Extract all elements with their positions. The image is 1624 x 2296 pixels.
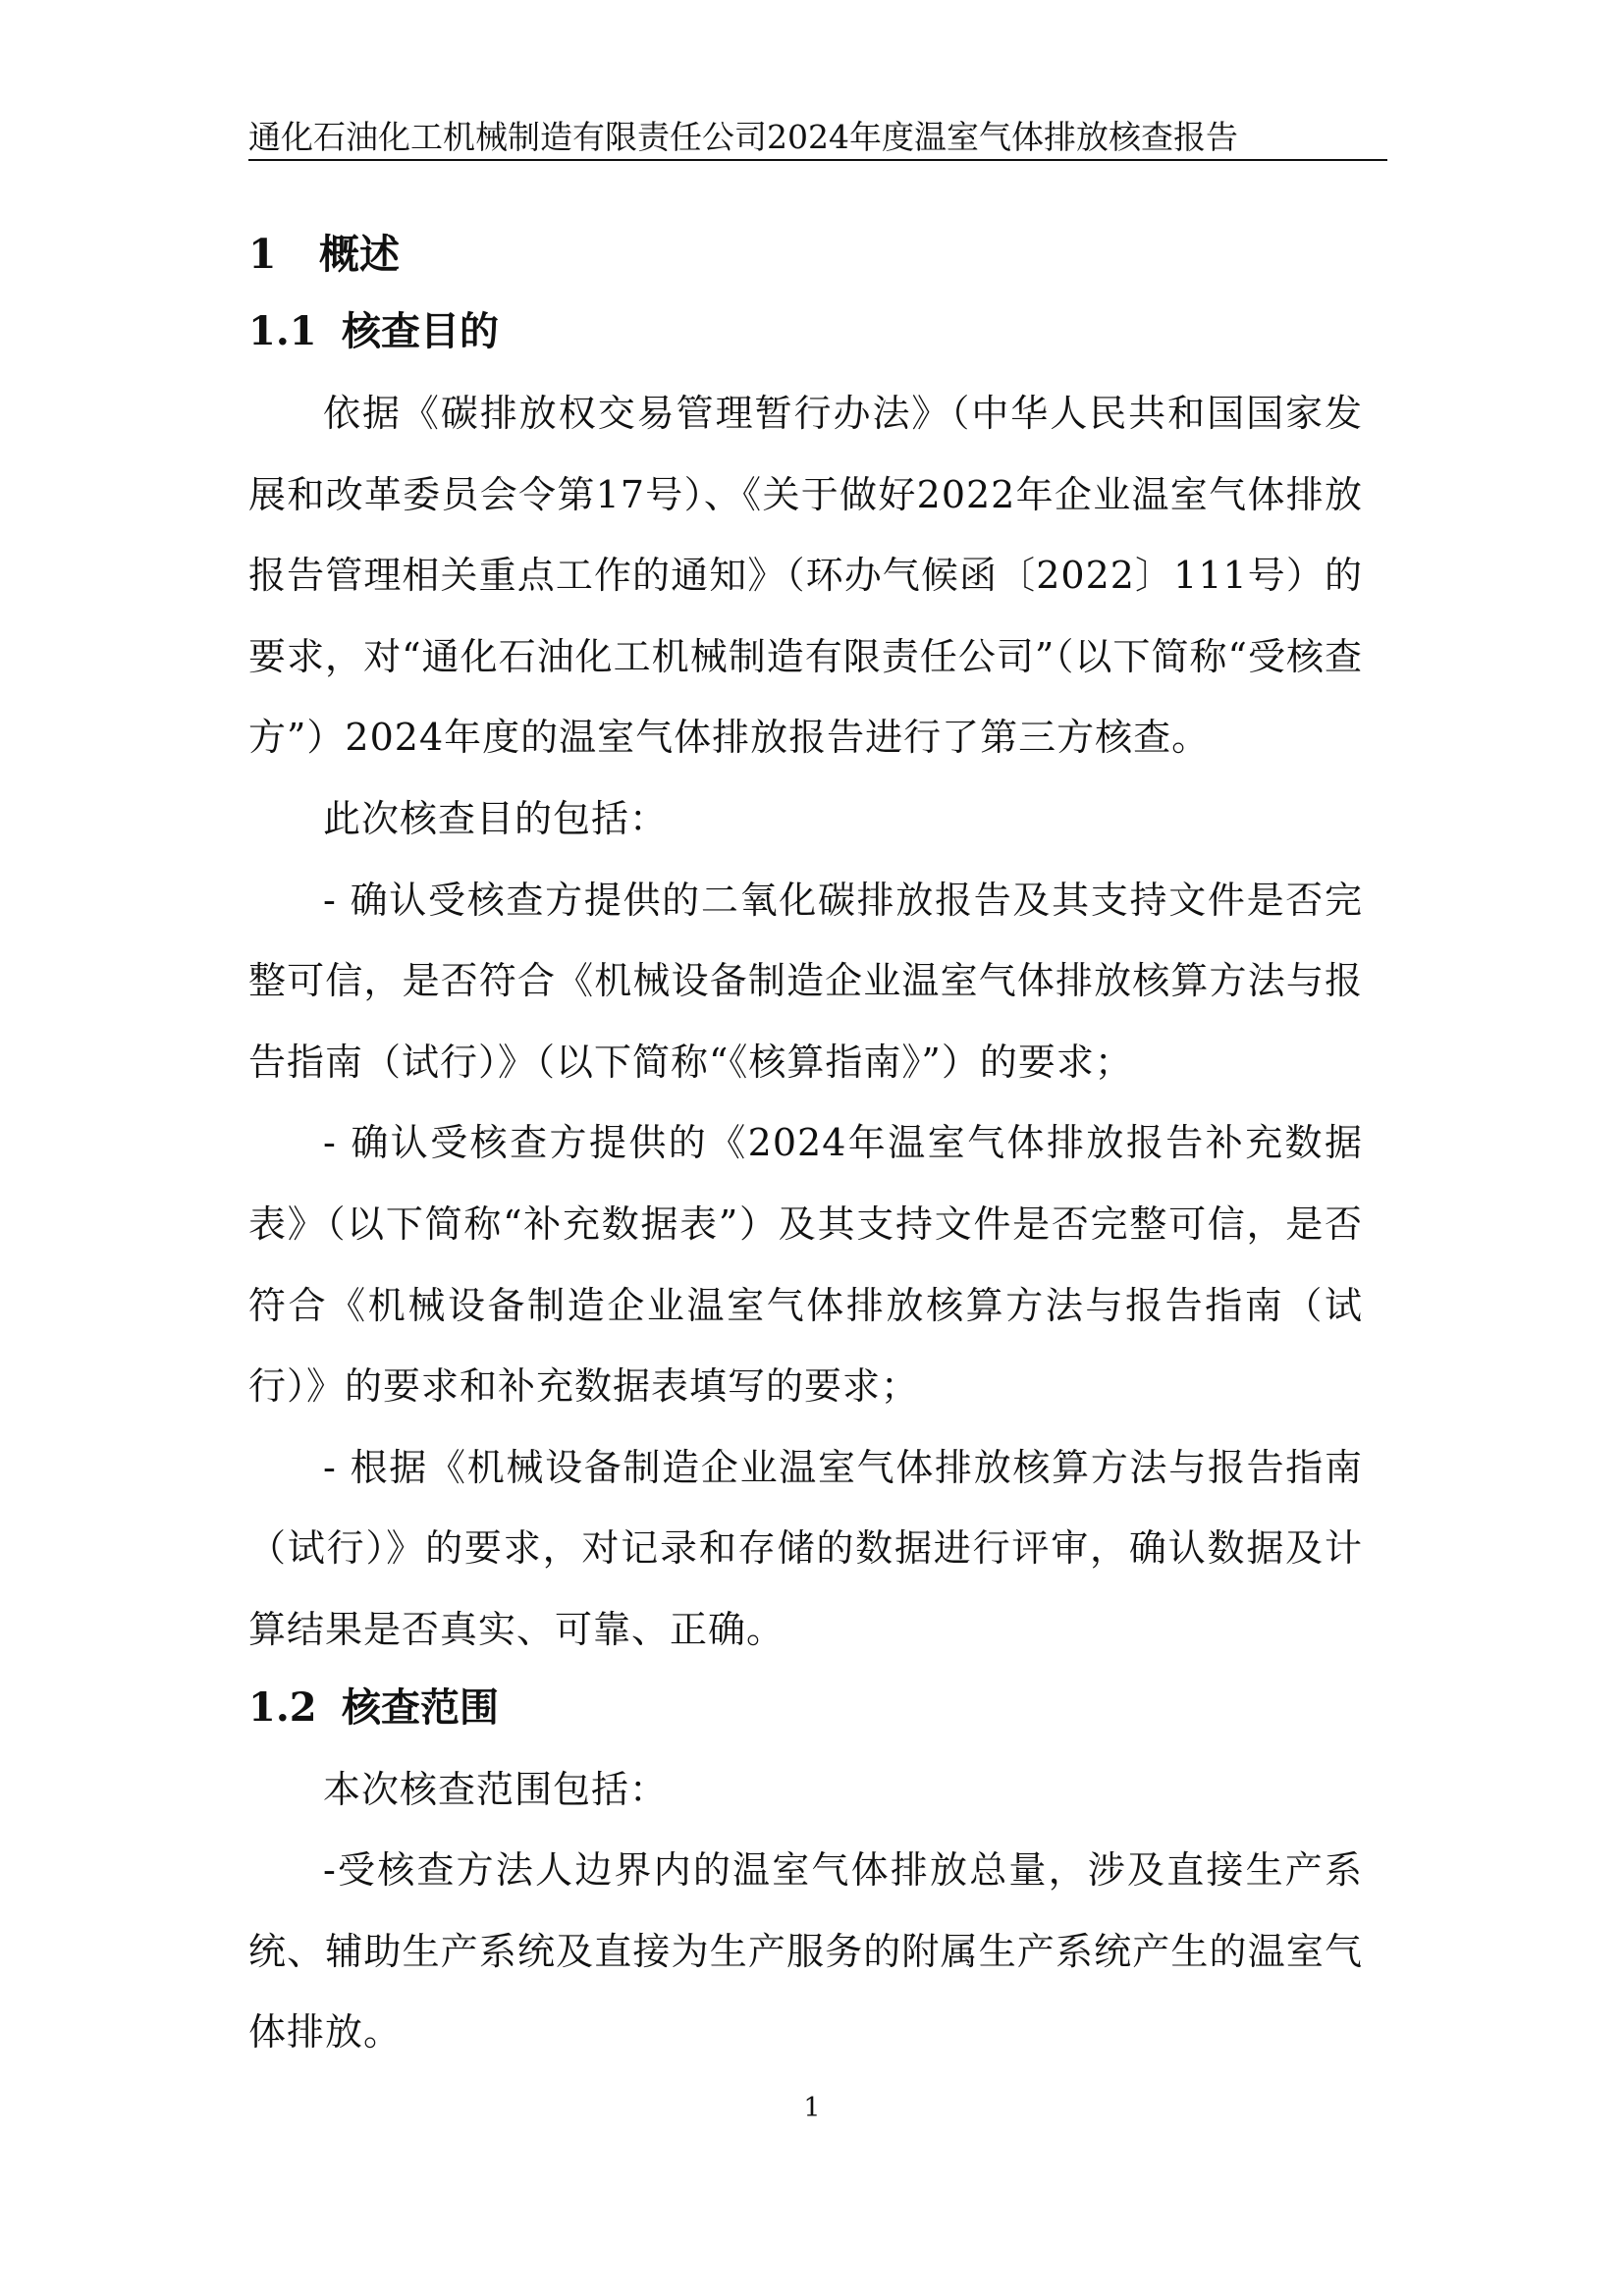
section-number: 1 [248,231,277,278]
section-title: 核查目的 [342,308,499,354]
paragraph-scope-item-1: -受核查方法人边界内的温室气体排放总量，涉及直接生产系统、辅助生产系统及直接为生产服务的附属生产系统产生的温室气体排放。 [248,1848,1363,2055]
paragraph-purpose-item-3: - 根据《机械设备制造企业温室气体排放核算方法与报告指南（试行）》的要求，对记录和存储的数据进行评审，确认数据及计算结果是否真实、可靠、正确。 [248,1445,1363,1651]
paragraph-purpose-intro: 此次核查目的包括： [323,796,669,840]
section-number: 1.2 [248,1683,317,1731]
page-number: 1 [803,2093,821,2123]
section-heading-1 [248,214,1363,294]
paragraph-purpose-item-1: - 确认受核查方提供的二氧化碳排放报告及其支持文件是否完整可信，是否符合《机械设备制造企业温室气体排放核算方法与报告指南（试行）》（以下简称“《核算指南》”）的要求； [248,878,1363,1084]
section-title: 核查范围 [342,1683,499,1731]
section-number: 1.1 [248,308,317,354]
paragraph-scope-intro: 本次核查范围包括： [323,1767,669,1811]
section-heading-1-2 [248,1671,1363,1749]
running-header: 通化石油化工机械制造有限责任公司2024年度温室气体排放核查报告 [248,118,1238,156]
header-rule [248,159,1387,161]
section-title: 概述 [319,231,400,278]
document-body [248,214,1363,2073]
paragraph-purpose-item-2: - 确认受核查方提供的《2024年温室气体排放报告补充数据表》（以下简称“补充数据表”）及其支持文件是否完整可信，是否符合《机械设备制造企业温室气体排放核算方法与报告指南（试行）》的要求和补充数据表填写的要求； [248,1121,1363,1409]
paragraph-basis: 依据《碳排放权交易管理暂行办法》（中华人民共和国国家发展和改革委员会令第17号）、《关于做好2022年企业温室气体排放报告管理相关重点工作的通知》（环办气候函〔2022〕111号）的要求，对“通化石油化工机械制造有限责任公司”（以下简称“受核查方”）2024年度的温室气体排放报告进行了第三方核查。 [248,392,1363,760]
section-heading-1-1 [248,294,1363,373]
